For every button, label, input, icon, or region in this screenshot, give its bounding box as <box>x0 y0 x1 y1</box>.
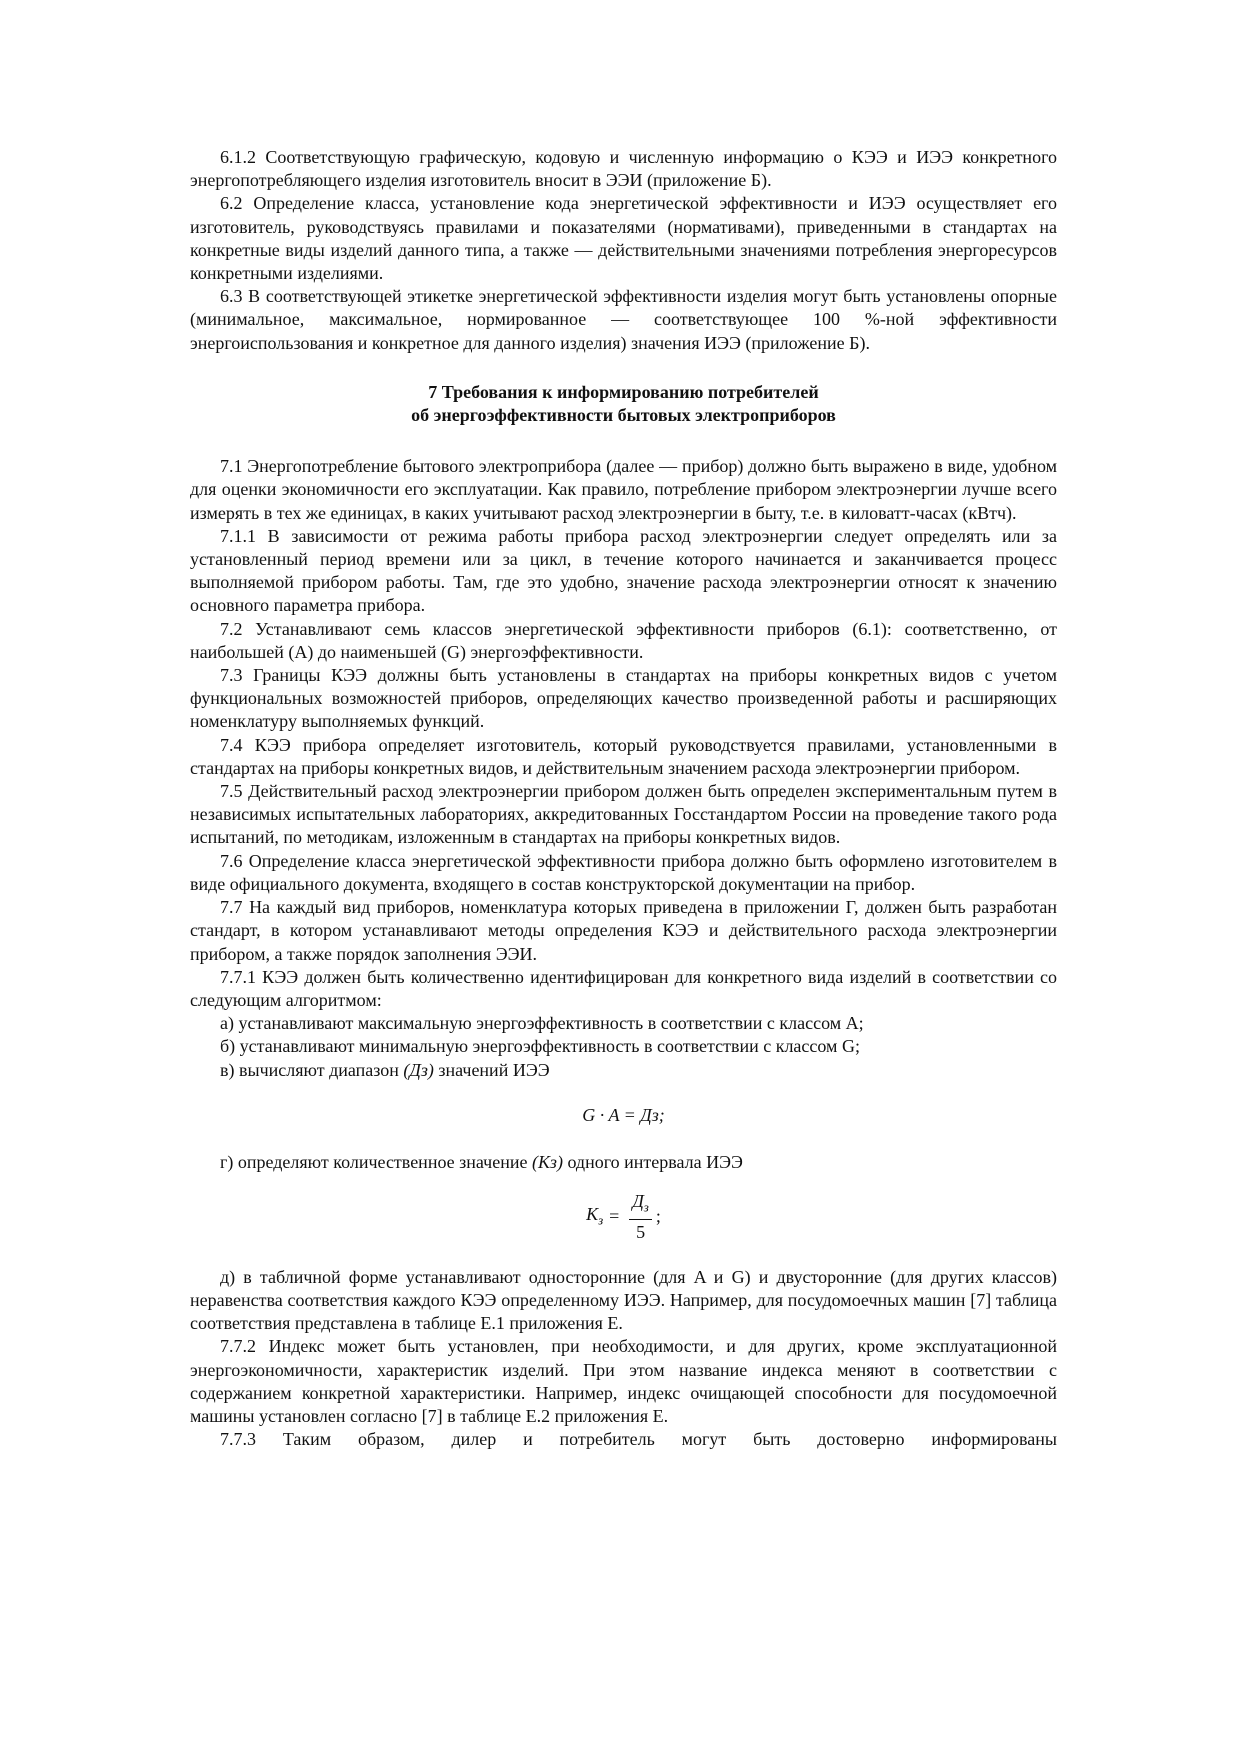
formula-equals: = <box>609 1206 620 1227</box>
list-item-d-variable: (Кз) <box>531 1151 563 1172</box>
document-page <box>190 146 1057 1451</box>
formula-denominator: 5 <box>636 1221 646 1242</box>
list-item-a: а) устанавливают максимальную энергоэффективность в соответствии с классом A; <box>220 1013 864 1034</box>
formula-range: G · A = Дз; <box>582 1104 665 1125</box>
paragraph-6-3: 6.3 В соответствующей этикетке энергетической эффективности изделия могут быть установлены опорные (минимальное, максимальное, нормированное — соответствующее 100 %-ной эффективности энергоиспользования и конкретное для данного изделия) значения ИЭЭ (приложение Б). <box>190 286 1057 353</box>
list-item-c-text: в) вычисляют диапазон <box>220 1059 404 1080</box>
formula-lhs-symbol: К <box>586 1203 599 1224</box>
paragraph-7-7-3: 7.7.3 Таким образом, дилер и потребитель могут быть достоверно информированы <box>220 1429 1057 1450</box>
paragraph-7-1-1: 7.1.1 В зависимости от режима работы прибора расход электроэнергии следует определять или за установленный период времени или за цикл, в течение которого начинается и заканчивается процесс выполняемой прибором работы. Там, где это удобно, значение расхода электроэнергии относят к значению основного параметра прибора. <box>190 525 1057 616</box>
formula-interval <box>190 1190 1057 1244</box>
list-item-c-variable: (Дз) <box>403 1059 434 1080</box>
formula-fraction <box>629 1190 652 1244</box>
list-item-b: б) устанавливают минимальную энергоэффективность в соответствии с классом G; <box>220 1036 860 1057</box>
list-item-d-tail: одного интервала ИЭЭ <box>562 1151 743 1172</box>
section-7-heading-line2: об энергоэффективности бытовых электроприборов <box>411 405 836 426</box>
formula-numerator-symbol: Д <box>632 1191 644 1212</box>
paragraph-7-2: 7.2 Устанавливают семь классов энергетической эффективности приборов (6.1): соответственно, от наибольшей (A) до наименьшей (G) энергоэффективности. <box>190 618 1057 662</box>
formula-semicolon: ; <box>655 1206 661 1227</box>
section-7-heading-line1: 7 Требования к информированию потребителей <box>428 381 819 402</box>
paragraph-6-2: 6.2 Определение класса, установление кода энергетической эффективности и ИЭЭ осуществляет его изготовитель, руководствуясь правилами и показателями (нормативами), приведенными в стандартах на конкретные виды изделий данного типа, а также — действительными значениями потребления энергоресурсов конкретными изделиями. <box>190 193 1057 284</box>
paragraph-7-5: 7.5 Действительный расход электроэнергии прибором должен быть определен экспериментальным путем в независимых испытательных лабораториях, аккредитованных Госстандартом России на проведение такого рода испытаний, по методикам, изложенным в стандартах на приборы конкретных видов. <box>190 781 1057 848</box>
paragraph-7-7-1: 7.7.1 КЭЭ должен быть количественно идентифицирован для конкретного вида изделий в соответствии со следующим алгоритмом: <box>190 966 1057 1010</box>
paragraph-7-1: 7.1 Энергопотребление бытового электроприбора (далее — прибор) должно быть выражено в виде, удобном для оценки экономичности его эксплуатации. Как правило, потребление прибором электроэнергии лучше всего измерять в тех же единицах, в каких учитывают расход электроэнергии в быту, т.е. в киловатт-часах (кВтч). <box>190 456 1057 523</box>
paragraph-7-4: 7.4 КЭЭ прибора определяет изготовитель, который руководствуется правилами, установленными в стандартах на приборы конкретных видов, и действительным значением расхода электроэнергии прибором. <box>190 734 1057 778</box>
paragraph-7-7: 7.7 На каждый вид приборов, номенклатура которых приведена в приложении Г, должен быть разработан стандарт, в котором устанавливают методы определения КЭЭ и действительного расхода электроэнергии прибором, а также порядок заполнения ЭЭИ. <box>190 897 1057 964</box>
list-item-d <box>190 1151 1057 1174</box>
section-7-heading <box>190 381 1057 427</box>
formula-numerator <box>629 1190 652 1220</box>
formula-lhs-subscript: з <box>598 1212 604 1228</box>
paragraph-7-6: 7.6 Определение класса энергетической эффективности прибора должно быть оформлено изготовителем в виде официального документа, входящего в состав конструкторской документации на прибор. <box>190 850 1057 894</box>
list-item-d-text: г) определяют количественное значение <box>220 1151 532 1172</box>
list-item-c <box>190 1059 1057 1082</box>
paragraph-7-3: 7.3 Границы КЭЭ должны быть установлены в стандартах на приборы конкретных видов с учетом функциональных возможностей приборов, определяющих качество произведенной работы и расширяющих номенклатуру выполняемых функций. <box>190 665 1057 732</box>
paragraph-7-7-2: 7.7.2 Индекс может быть установлен, при необходимости, и для других, кроме эксплуатационной энергоэкономичности, характеристик изделий. При этом название индекса меняют в соответствии с содержанием конкретной характеристики. Например, индекс очищающей способности для посудомоечной машины установлен согласно [7] в таблице Е.2 приложения Е. <box>190 1336 1057 1426</box>
paragraph-6-1-2: 6.1.2 Соответствующую графическую, кодовую и численную информацию о КЭЭ и ИЭЭ конкретного энергопотребляющего изделия изготовитель вносит в ЭЭИ (приложение Б). <box>190 147 1057 191</box>
formula-numerator-subscript: з <box>643 1199 649 1215</box>
formula-interval-lhs <box>586 1203 603 1232</box>
paragraph-d: д) в табличной форме устанавливают односторонние (для A и G) и двусторонние (для других классов) неравенства соответствия каждого КЭЭ определенному ИЭЭ. Например, для посудомоечных машин [7] таблица соответствия представлена в таблице Е.1 приложения Е. <box>190 1266 1057 1334</box>
list-item-c-tail: значений ИЭЭ <box>433 1059 550 1080</box>
